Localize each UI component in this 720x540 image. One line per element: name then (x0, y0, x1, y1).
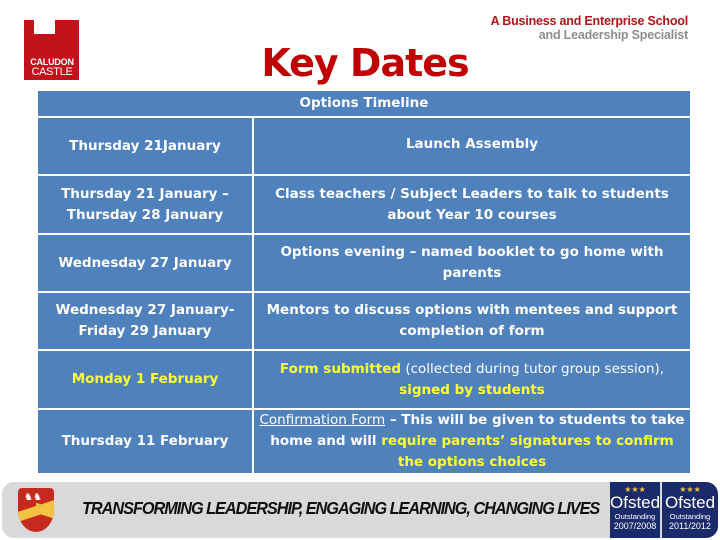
form-submitted-text: Form submitted (279, 360, 402, 377)
row-description (254, 351, 690, 408)
logo-notch (34, 20, 55, 34)
table-row (38, 235, 690, 291)
row-date: Thursday 21 January – Thursday 28 January (38, 176, 252, 233)
row-description (254, 410, 690, 473)
row-description: Class teachers / Subject Leaders to talk to students about Year 10 courses (254, 176, 690, 233)
page-title: Key Dates (261, 41, 469, 85)
school-crest-icon (18, 488, 54, 532)
footer-banner (2, 482, 718, 538)
table-row (38, 351, 690, 408)
row-description: Mentors to discuss options with mentees and support completion of form (254, 293, 690, 349)
tagline-line-2: and Leadership Specialist (538, 28, 688, 42)
row-date: Wednesday 27 January- Friday 29 January (38, 293, 252, 349)
logo-line-1: CALUDON (30, 57, 74, 67)
table-row (38, 118, 690, 174)
school-motto: TRANSFORMING LEADERSHIP, ENGAGING LEARNING, CHANGING LIVES (82, 498, 600, 518)
row-description: Options evening – named booklet to go home with parents (254, 235, 690, 291)
options-timeline-table (38, 91, 690, 473)
ofsted-badge-2011: ★★★ Ofsted Outstanding 2011/2012 (662, 482, 718, 538)
confirmation-form-note: – This will be given to students to take home and will (270, 412, 685, 449)
row-date: Thursday 21January (38, 118, 252, 174)
logo-line-2: CASTLE (31, 66, 73, 78)
lion-icon: ♞♞ (24, 492, 42, 503)
parent-signatures-text: require parents’ signatures to confirm the options choices (381, 433, 674, 470)
tagline-line-1: A Business and Enterprise School (490, 14, 688, 28)
table-row (38, 410, 690, 473)
confirmation-form-text: Confirmation Form (259, 412, 386, 428)
row-date: Monday 1 February (38, 351, 252, 408)
stars-icon: ★★★ (624, 485, 646, 494)
row-date: Thursday 11 February (38, 410, 252, 473)
collection-note-text: (collected during tutor group session), (401, 360, 665, 377)
table-header: Options Timeline (38, 91, 690, 116)
ofsted-badge-2007: ★★★ Ofsted Outstanding 2007/2008 (610, 482, 660, 538)
table-row (38, 176, 690, 233)
table-row (38, 293, 690, 349)
stars-icon: ★★★ (679, 485, 701, 494)
row-description: Launch Assembly (254, 118, 690, 174)
row-date: Wednesday 27 January (38, 235, 252, 291)
signed-by-students-text: signed by students (399, 381, 545, 398)
